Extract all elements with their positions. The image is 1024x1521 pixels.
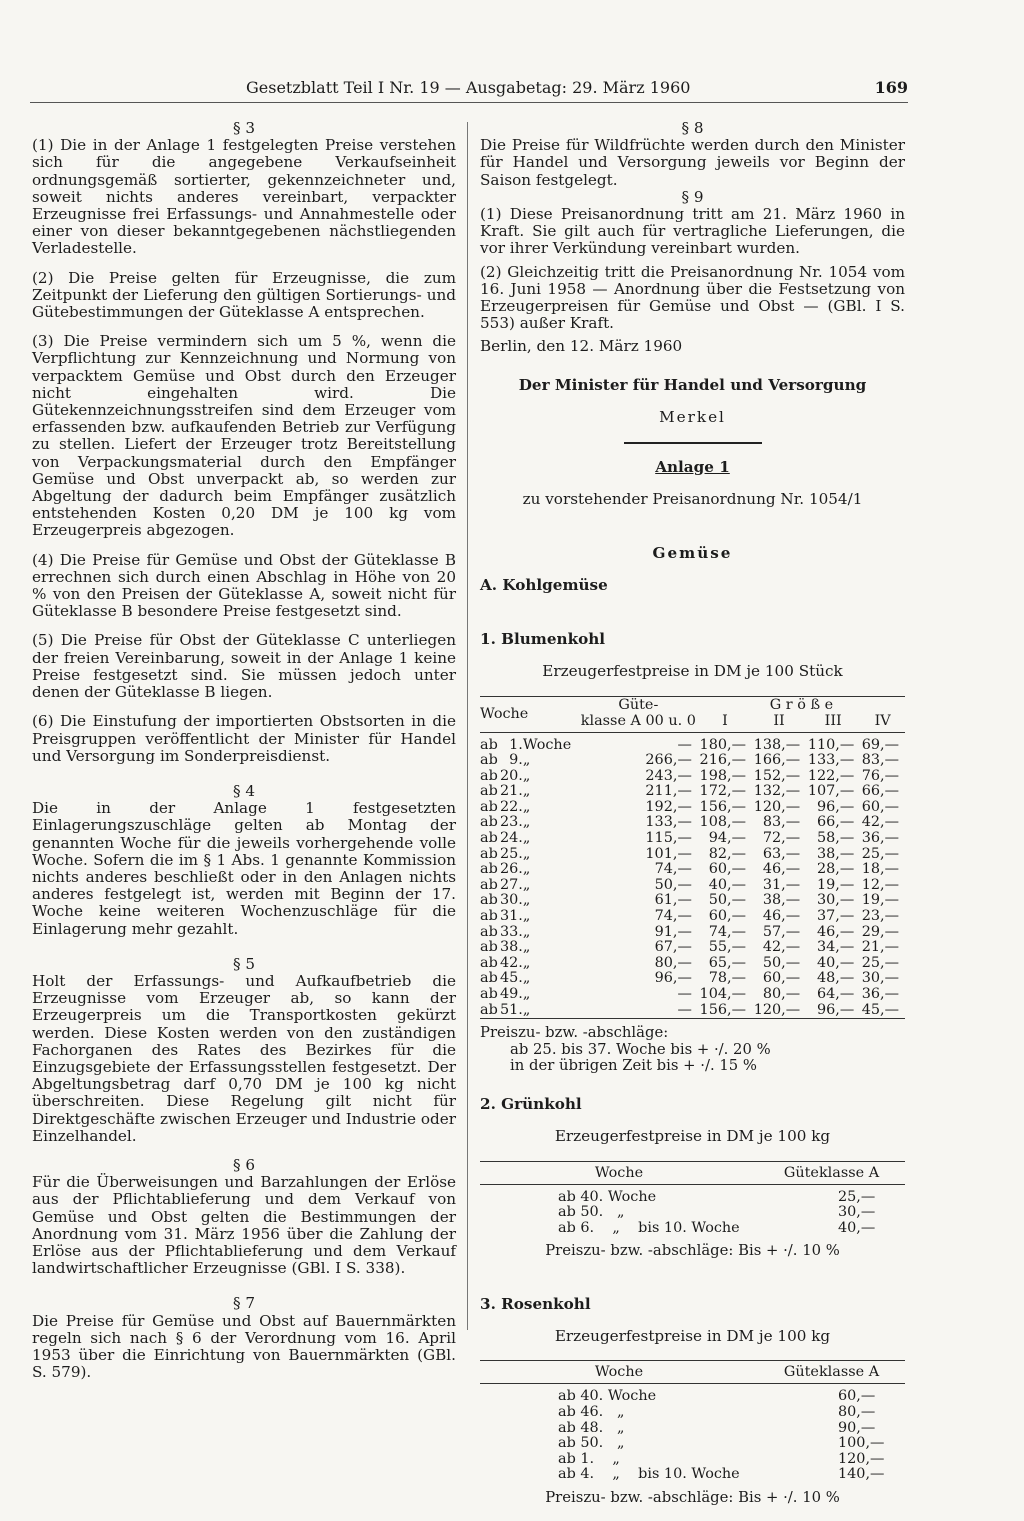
table-cell: 26. <box>500 861 523 878</box>
table-cell: 19,— <box>861 892 899 909</box>
table-cell: 104,— <box>699 986 746 1003</box>
blumenkohl-adjustments <box>480 1025 905 1075</box>
table-cell: 40,— <box>708 876 746 893</box>
header-divider <box>30 102 908 103</box>
table-cell: Woche <box>522 736 572 753</box>
table-row <box>480 1221 905 1237</box>
section-heading: A. Kohlgemüse <box>480 576 608 595</box>
table-cell: „ <box>522 954 531 971</box>
paragraph: Für die Überweisungen und Barzahlungen der Erlöse aus der Pflichtablieferung und dem Verkauf von Gemüse und Obst gelten die Bestimmungen der Anordnung vom 31. März 1956 über die Zahlung der Erlöse aus der Pflichtablieferung und dem Verkauf landwirtschaftlicher Erzeugnisse (GBl. I S. 338). <box>32 1173 456 1278</box>
paragraph: (2) Die Preise gelten für Erzeugnisse, die zum Zeitpunkt der Lieferung den gültigen Sortierungs- und Gütebestimmungen der Güteklasse A entsprechen. <box>32 268 456 322</box>
table-cell: ab <box>480 876 498 893</box>
table-cell: 166,— <box>753 752 801 769</box>
table-cell: ab <box>480 908 498 925</box>
table-cell: 19,— <box>816 876 855 893</box>
col-size-3: III <box>806 713 860 733</box>
table-row <box>480 1405 905 1421</box>
table-cell: 49. <box>500 986 523 1003</box>
table-cell: 108,— <box>699 814 746 831</box>
table-cell: 30,— <box>861 970 899 987</box>
table-cell: 60,— <box>861 798 899 815</box>
category-title: Gemüse <box>652 543 733 562</box>
table-cell: — <box>677 736 692 753</box>
col-woche: Woche <box>480 696 579 732</box>
right-column <box>480 120 905 1521</box>
table-cell: ab <box>480 814 498 831</box>
gruenkohl-table <box>480 1161 905 1237</box>
adj-line: in der übrigen Zeit bis + ·/. 15 % <box>510 1057 757 1075</box>
table-cell: „ <box>522 783 531 800</box>
table-cell: 91,— <box>654 923 692 940</box>
table-cell: 38,— <box>762 892 801 909</box>
table-cell: 24. <box>500 830 523 847</box>
table-cell: ab <box>480 752 498 769</box>
table-cell: 132,— <box>753 783 801 800</box>
table-cell: ab <box>480 970 498 987</box>
table-cell: 82,— <box>708 845 746 862</box>
table-cell: 45. <box>500 970 523 987</box>
table-cell: ab 4. „ bis 10. Woche <box>558 1466 740 1483</box>
table-cell: „ <box>522 845 531 862</box>
table-cell: 133,— <box>645 814 692 831</box>
table-cell: ab 40. Woche <box>558 1388 657 1405</box>
table-cell: ab <box>480 892 498 909</box>
blumenkohl-heading: 1. Blumenkohl <box>480 629 606 648</box>
table-cell: 72,— <box>762 830 801 847</box>
table-row <box>480 753 905 769</box>
table-cell: 122,— <box>807 767 855 784</box>
table-cell: 37,— <box>816 908 855 925</box>
table-cell: 76,— <box>861 767 899 784</box>
table-row <box>480 847 905 863</box>
table-cell: ab 1. „ <box>558 1450 620 1467</box>
col-gueteklasse-1: Güte- <box>579 696 698 713</box>
table-cell: 80,— <box>838 1404 876 1421</box>
table-cell: — <box>677 1001 692 1018</box>
table-cell: 156,— <box>699 798 746 815</box>
table-cell: 30. <box>500 892 523 909</box>
gruenkohl-adjustment: Preiszu- bzw. -abschläge: Bis + ·/. 10 % <box>545 1242 840 1260</box>
table-cell: 74,— <box>708 923 746 940</box>
table-row <box>480 831 905 847</box>
blumenkohl-unit: Erzeugerfestpreise in DM je 100 Stück <box>542 662 843 681</box>
table-cell: 25. <box>500 845 523 862</box>
table-cell: 36,— <box>861 986 899 1003</box>
table-cell: 64,— <box>816 986 855 1003</box>
table-cell: 46,— <box>762 908 801 925</box>
table-cell: 45,— <box>861 1001 899 1018</box>
col-gueteklasse-2: klasse A <box>580 712 641 729</box>
table-cell: 60,— <box>838 1388 876 1405</box>
col-size-4: IV <box>860 713 905 733</box>
table-cell: „ <box>522 970 531 987</box>
table-cell: 42,— <box>861 814 899 831</box>
table-cell: 50,— <box>654 876 692 893</box>
section-title: § 6 <box>232 1155 256 1174</box>
section-title: § 4 <box>232 781 256 800</box>
section-title: § 5 <box>232 954 256 973</box>
table-cell: 57,— <box>762 923 801 940</box>
table-cell: ab <box>480 986 498 1003</box>
table-cell: 21. <box>500 783 523 800</box>
table-row <box>480 862 905 878</box>
table-row <box>480 1421 905 1437</box>
table-cell: 25,— <box>861 954 899 971</box>
table-cell: 18,— <box>861 861 899 878</box>
table-cell: 48,— <box>816 970 855 987</box>
table-cell: 51. <box>500 1001 523 1018</box>
table-row <box>480 987 905 1003</box>
paragraph: Die Preise für Gemüse und Obst auf Bauernmärkten regeln sich nach § 6 der Verordnung vom 16. April 1953 über die Einrichtung von Bauernmärkten (GBl. S. 579). <box>32 1311 456 1382</box>
table-cell: 1. <box>509 736 523 753</box>
column-divider <box>467 122 468 1330</box>
table-cell: ab <box>480 845 498 862</box>
table-cell: 30,— <box>838 1204 876 1221</box>
table-cell: ab <box>480 954 498 971</box>
table-cell: 101,— <box>645 845 692 862</box>
rosenkohl-heading: 3. Rosenkohl <box>480 1294 591 1313</box>
paragraph: Die Preise für Wildfrüchte werden durch den Minister für Handel und Versorgung jeweils vor Beginn der Saison festgelegt. <box>480 136 905 189</box>
table-cell: 78,— <box>708 970 746 987</box>
table-cell: 211,— <box>645 783 692 800</box>
table-cell: ab <box>480 830 498 847</box>
table-cell: 66,— <box>816 814 855 831</box>
table-row <box>480 769 905 785</box>
table-cell: 12,— <box>861 876 899 893</box>
table-row <box>480 1205 905 1221</box>
table-cell: „ <box>522 908 531 925</box>
table-cell: 140,— <box>838 1466 885 1483</box>
col-groesse: G r ö ß e <box>698 696 905 713</box>
col-gueteklasse: Güteklasse A <box>758 1161 905 1184</box>
paragraph: Die in der Anlage 1 festgesetzten Einlagerungszuschläge gelten ab Montag der genannten Woche für die jeweils vorhergehende volle Woche. Sofern die im § 1 Abs. 1 genannte Kommission nichts anderes beschließt oder in den Anlagen nichts anderes festgelegt ist, werden mit Beginn der 17. Woche keine weiteren Wochenzuschläge für die Einlagerung mehr gezahlt. <box>32 799 456 938</box>
table-cell: 29,— <box>861 923 899 940</box>
table-cell: 50,— <box>762 954 801 971</box>
table-cell: 80,— <box>654 954 692 971</box>
header-title: Gesetzblatt Teil I Nr. 19 — Ausgabetag: 29. März 1960 <box>246 78 691 97</box>
gruenkohl-heading: 2. Grünkohl <box>480 1094 582 1113</box>
table-cell: 60,— <box>708 908 746 925</box>
table-cell: 60,— <box>762 970 801 987</box>
table-cell: ab 40. Woche <box>558 1188 657 1205</box>
table-cell: 138,— <box>753 736 801 753</box>
table-row <box>480 1436 905 1452</box>
rosenkohl-table <box>480 1360 905 1483</box>
table-row <box>480 971 905 987</box>
table-row <box>480 732 905 753</box>
paragraph: (1) Die in der Anlage 1 festgelegten Preise verstehen sich für die angegebene Verkaufseinheit ordnungsgemäß sortierter, gekennzeichneter und, soweit nichts anderes vereinbart, verpackter Erzeugnisse frei Erfassungs- und Annahmestelle oder einer von dieser bekanntgegebenen nächstliegenden Verladestelle. <box>32 136 456 258</box>
table-cell: 20. <box>500 767 523 784</box>
table-cell: „ <box>522 798 531 815</box>
table-cell: — <box>677 986 692 1003</box>
table-cell: 30,— <box>816 892 855 909</box>
table-cell: 69,— <box>861 736 899 753</box>
table-cell: 156,— <box>699 1001 746 1018</box>
section-title: § 9 <box>681 187 704 206</box>
table-cell: 65,— <box>708 954 746 971</box>
table-cell: „ <box>522 939 531 956</box>
col-gueteklasse: Güteklasse A <box>758 1361 905 1384</box>
table-cell: 94,— <box>708 830 746 847</box>
table-cell: 42. <box>500 954 523 971</box>
table-row <box>480 956 905 972</box>
table-cell: 96,— <box>816 1001 855 1018</box>
col-woche: Woche <box>480 1361 758 1384</box>
table-cell: 172,— <box>699 783 746 800</box>
col-size-2: II <box>752 713 806 733</box>
table-cell: 120,— <box>838 1450 885 1467</box>
table-cell: 80,— <box>762 986 801 1003</box>
signatory: Merkel <box>659 408 726 427</box>
table-cell: „ <box>522 814 531 831</box>
place-date: Berlin, den 12. März 1960 <box>480 337 683 356</box>
table-row <box>480 1003 905 1019</box>
blumenkohl-table <box>480 696 905 1020</box>
adj-line: ab 25. bis 37. Woche bis + ·/. 20 % <box>510 1040 771 1058</box>
table-cell: 63,— <box>762 845 801 862</box>
table-cell: ab <box>480 783 498 800</box>
table-cell: 40,— <box>838 1219 876 1236</box>
table-cell: 152,— <box>753 767 801 784</box>
table-cell: ab 50. „ <box>558 1435 625 1452</box>
col-size-1: I <box>698 713 752 733</box>
table-cell: 22. <box>500 798 523 815</box>
section-title: § 7 <box>232 1294 256 1313</box>
table-row <box>480 1452 905 1468</box>
divider <box>624 442 762 444</box>
table-row <box>480 878 905 894</box>
table-cell: 198,— <box>699 767 746 784</box>
table-cell: 100,— <box>838 1435 885 1452</box>
table-row <box>480 1184 905 1205</box>
table-cell: ab <box>480 939 498 956</box>
left-column <box>32 120 456 1381</box>
table-row <box>480 909 905 925</box>
table-cell: „ <box>522 876 531 893</box>
table-row <box>480 925 905 941</box>
table-cell: 38. <box>500 939 523 956</box>
table-cell: „ <box>522 752 531 769</box>
table-cell: 107,— <box>807 783 855 800</box>
table-cell: 66,— <box>861 783 899 800</box>
table-row <box>480 800 905 816</box>
table-cell: 25,— <box>861 845 899 862</box>
table-cell: 120,— <box>753 1001 801 1018</box>
table-cell: ab <box>480 767 498 784</box>
table-cell: 42,— <box>762 939 801 956</box>
table-cell: 23,— <box>861 908 899 925</box>
paragraph: (6) Die Einstufung der importierten Obstsorten in die Preisgruppen veröffentlicht der Minister für Handel und Versorgung im Sonderpreisdienst. <box>32 712 456 765</box>
table-cell: 83,— <box>861 752 899 769</box>
table-cell: „ <box>522 923 531 940</box>
table-cell: 31. <box>500 908 523 925</box>
table-cell: ab <box>480 798 498 815</box>
table-cell: 40,— <box>816 954 855 971</box>
table-cell: 115,— <box>645 830 692 847</box>
table-cell: ab 6. „ bis 10. Woche <box>558 1219 740 1236</box>
table-row <box>480 893 905 909</box>
paragraph: (5) Die Preise für Obst der Güteklasse C unterliegen der freien Vereinbarung, soweit in der Anlage 1 keine Preise festgesetzt sind. Sie müssen jedoch unter denen der Güteklasse B liegen. <box>32 631 456 702</box>
paragraph: (4) Die Preise für Gemüse und Obst der Güteklasse B errechnen sich durch einen Abschlag in Höhe von 20 % von den Preisen der Güteklasse A, soweit nicht für Güteklasse B besondere Preise festgesetzt sind. <box>32 550 456 621</box>
table-cell: ab 46. „ <box>558 1404 625 1421</box>
table-cell: „ <box>522 1001 531 1018</box>
table-cell: „ <box>522 986 531 1003</box>
table-cell: 192,— <box>645 798 692 815</box>
page-number: 169 <box>874 78 908 97</box>
rosenkohl-adjustment: Preiszu- bzw. -abschläge: Bis + ·/. 10 % <box>545 1488 840 1506</box>
table-cell: 55,— <box>708 939 746 956</box>
table-cell: „ <box>522 767 531 784</box>
table-cell: 266,— <box>645 752 692 769</box>
table-cell: 216,— <box>699 752 746 769</box>
table-cell: 38,— <box>816 845 855 862</box>
paragraph: (2) Gleichzeitig tritt die Preisanordnung Nr. 1054 vom 16. Juni 1958 — Anordnung über die Festsetzung von Erzeugerpreisen für Gemüse und Obst — (GBl. I S. 553) außer Kraft. <box>480 262 905 333</box>
table-cell: „ <box>522 892 531 909</box>
table-cell: 74,— <box>654 908 692 925</box>
table-cell: 33. <box>500 923 523 940</box>
table-cell: 25,— <box>838 1188 876 1205</box>
table-cell: 74,— <box>654 861 692 878</box>
table-cell: 180,— <box>699 736 746 753</box>
table-row <box>480 784 905 800</box>
table-cell: 50,— <box>708 892 746 909</box>
table-cell: 67,— <box>654 939 692 956</box>
table-cell: 96,— <box>816 798 855 815</box>
paragraph: (1) Diese Preisanordnung tritt am 21. März 1960 in Kraft. Sie gilt auch für vertragliche Lieferungen, die vor ihrer Verkündung vereinbart wurden. <box>480 205 905 258</box>
table-row <box>480 1384 905 1405</box>
table-cell: ab <box>480 861 498 878</box>
table-cell: 28,— <box>816 861 855 878</box>
table-cell: 243,— <box>645 767 692 784</box>
table-cell: 46,— <box>762 861 801 878</box>
table-cell: 23. <box>500 814 523 831</box>
table-cell: 120,— <box>753 798 801 815</box>
table-row <box>480 940 905 956</box>
table-cell: 27. <box>500 876 523 893</box>
adj-title: Preiszu- bzw. -abschläge: <box>480 1024 669 1042</box>
table-cell: 61,— <box>654 892 692 909</box>
table-cell: 83,— <box>762 814 801 831</box>
anlage-title: Anlage 1 <box>655 457 730 476</box>
gruenkohl-unit: Erzeugerfestpreise in DM je 100 kg <box>554 1127 831 1146</box>
anlage-subtitle: zu vorstehender Preisanordnung Nr. 1054/1 <box>522 490 863 509</box>
table-cell: 133,— <box>807 752 855 769</box>
page-header <box>246 78 908 97</box>
paragraph: (3) Die Preise vermindern sich um 5 %, wenn die Verpflichtung zur Kennzeichnung und Normung von verpacktem Gemüse und Obst durch den Erzeuger nicht eingehalten wird. Die Gütekennzeichnungsstreifen sind dem Erzeuger vom erfassenden bzw. aufkaufenden Betrieb zur Verfügung zu stellen. Liefert der Erzeuger trotz Bereitstellung von Verpackungsmaterial durch den Empfänger Gemüse und Obst unverpackt ab, so werden zur Abgeltung der dadurch beim Empfänger zusätzlich entstehenden Kosten 0,20 DM je 100 kg vom Erzeugerpreis abgezogen. <box>32 332 456 540</box>
table-cell: 36,— <box>861 830 899 847</box>
table-cell: ab 48. „ <box>558 1419 625 1436</box>
table-cell: 31,— <box>762 876 801 893</box>
table-row <box>480 815 905 831</box>
table-row <box>480 1467 905 1483</box>
table-cell: 21,— <box>861 939 899 956</box>
col-size-0: 00 u. 0 <box>645 712 696 729</box>
table-cell: 46,— <box>816 923 855 940</box>
table-cell: „ <box>522 830 531 847</box>
rosenkohl-unit: Erzeugerfestpreise in DM je 100 kg <box>554 1327 831 1346</box>
table-cell: 60,— <box>708 861 746 878</box>
section-title: § 8 <box>681 119 704 137</box>
paragraph: Holt der Erfassungs- und Aufkaufbetrieb die Erzeugnisse vom Erzeuger ab, so kann der Erzeugerpreis um die Transportkosten gekürzt werden. Diese Kosten werden von den zuständigen Fachorganen des Rates des Bezirkes für die Einzugsgebiete der Erfassungsstellen festgesetzt. Der Abgeltungsbetrag darf 0,70 DM je 100 kg nicht überschreiten. Diese Regelung gilt nicht für Direktgeschäfte zwischen Erzeuger und Industrie oder Einzelhandel. <box>32 971 456 1145</box>
table-cell: 90,— <box>838 1419 876 1436</box>
table-cell: 96,— <box>654 970 692 987</box>
table-cell: ab 50. „ <box>558 1204 625 1221</box>
table-cell: ab <box>480 736 498 753</box>
table-cell: 58,— <box>816 830 855 847</box>
table-cell: 110,— <box>807 736 855 753</box>
table-cell: ab <box>480 923 498 940</box>
col-woche: Woche <box>480 1161 758 1184</box>
table-cell: 34,— <box>816 939 855 956</box>
table-cell: ab <box>480 1001 498 1018</box>
minister-title: Der Minister für Handel und Versorgung <box>518 375 867 394</box>
table-cell: 9. <box>509 752 523 769</box>
table-cell: „ <box>522 861 531 878</box>
section-title: § 3 <box>232 119 256 137</box>
